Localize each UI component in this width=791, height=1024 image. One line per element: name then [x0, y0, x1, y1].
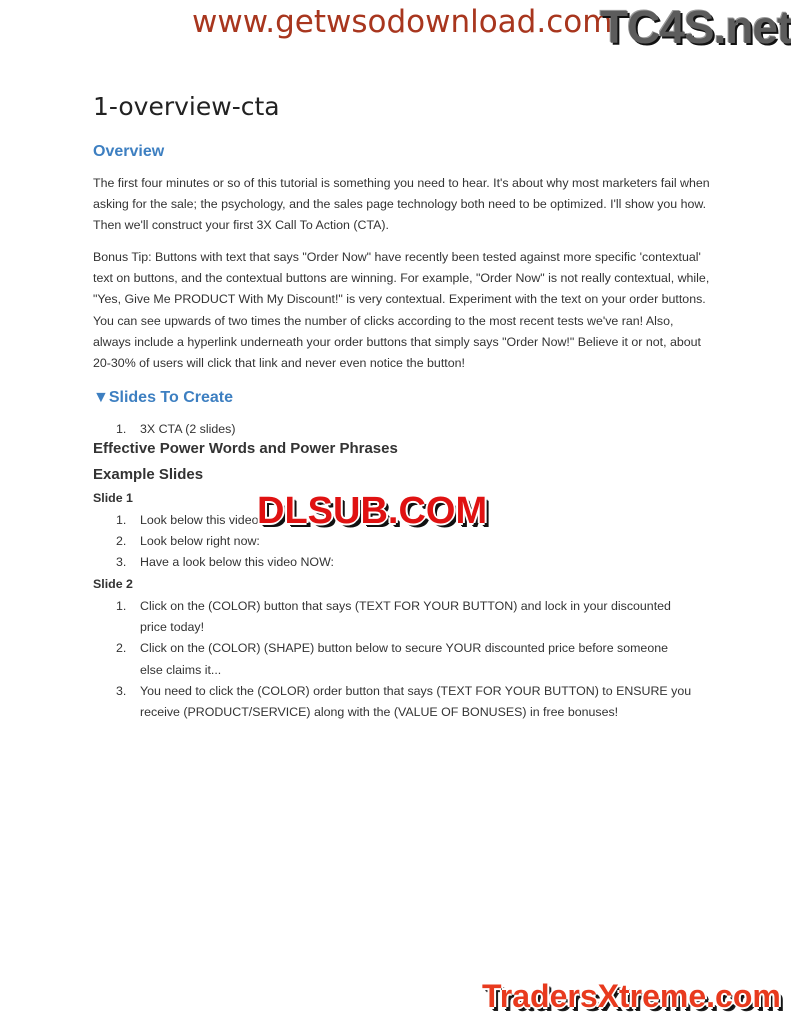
overview-paragraph-1: The first four minutes or so of this tutorial is something you need to hear. It's about why most marketers fail when asking for the sale; the psychology, and the sales page technology both need to be optimized. I'll show you how. Then we'll construct your first 3X Call To Action (CTA).	[93, 176, 710, 233]
power-words-heading: Effective Power Words and Power Phrases	[93, 440, 398, 457]
list-item: 1. Look below this video	[116, 513, 259, 527]
overview-heading: Overview	[93, 143, 165, 160]
example-slides-heading: Example Slides	[93, 466, 204, 483]
page-title: 1-overview-cta	[93, 92, 280, 121]
slide-2-heading: Slide 2	[93, 577, 133, 591]
slide-1-heading: Slide 1	[93, 491, 133, 505]
watermark-bottom: TradersXtreme.com	[482, 978, 781, 1014]
watermark-middle: DLSUB.COM	[257, 490, 488, 532]
list-item: 3. You need to click the (COLOR) order button that says (TEXT FOR YOUR BUTTON) to ENSURE you receive (PRODUCT/SERVICE) along with the (VALUE OF BONUSES) in free bonuses!	[116, 683, 692, 720]
list-item: 3. Have a look below this video NOW:	[116, 555, 334, 570]
slide-2-list	[93, 596, 693, 723]
watermark-url-top: www.getwsodownload.com	[192, 4, 613, 40]
overview-paragraph-2: Bonus Tip: Buttons with text that says "Order Now" have recently been tested against more specific 'contextual' text on buttons, and the contextual buttons are winning. For example, "Order Now" is not really contextual, while, "Yes, Give Me PRODUCT With My Discount!" is very contextual. Experiment with the text on your order buttons. You can see upwards of two times the number of clicks according to the most recent tests we've ran! Also, always include a hyperlink underneath your order buttons that simply says "Order Now!" Believe it or not, about 20-30% of users will click that link and never even notice the button!	[93, 250, 710, 371]
list-item: 2. Click on the (COLOR) (SHAPE) button below to secure YOUR discounted price before someone else claims it...	[116, 641, 668, 677]
list-item: 2. Look below right now:	[116, 534, 260, 549]
list-item: 1. Click on the (COLOR) button that says (TEXT FOR YOUR BUTTON) and lock in your discounted price today!	[116, 599, 671, 635]
list-item: 1. 3X CTA (2 slides)	[116, 422, 236, 436]
slides-to-create-list	[93, 419, 693, 440]
watermark-brand-top: TC4S.net	[600, 1, 791, 53]
slides-to-create-heading[interactable]: ▼Slides To Create	[93, 389, 234, 406]
